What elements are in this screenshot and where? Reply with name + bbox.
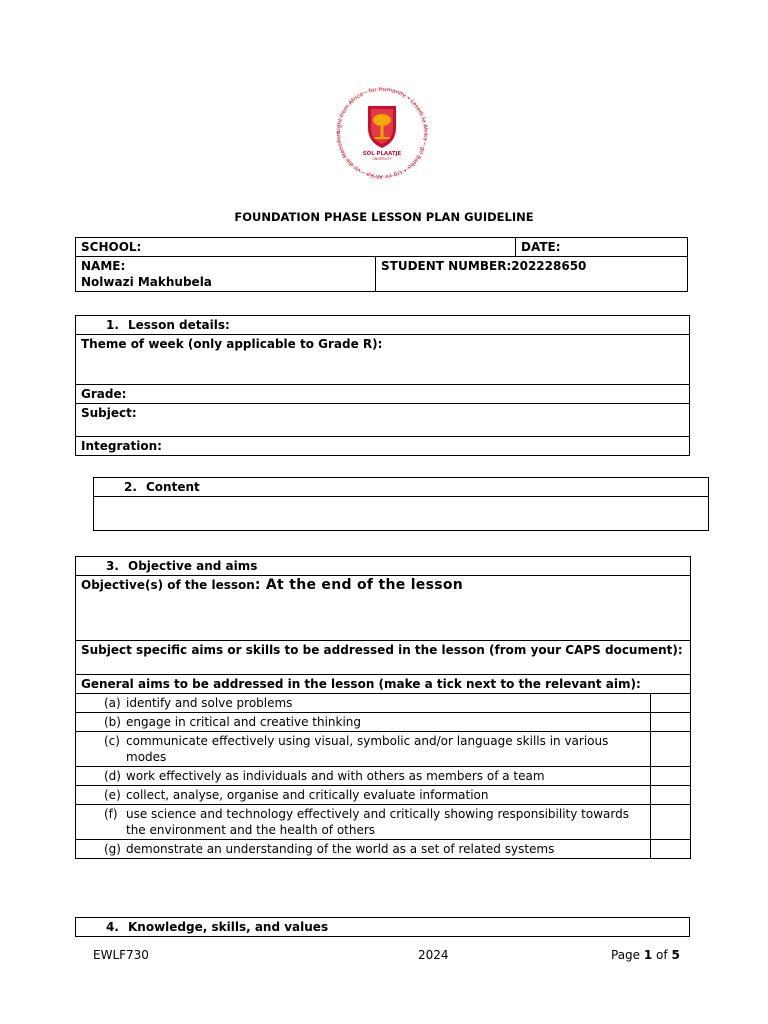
aim-tick-cell[interactable] <box>651 840 691 859</box>
date-field[interactable] <box>516 238 688 257</box>
university-logo <box>324 84 440 182</box>
aim-text: use science and technology effectively and critically showing responsibility towards the environment and the health of others <box>126 807 629 837</box>
aim-tick-cell[interactable] <box>651 767 691 786</box>
student-number: STUDENT NUMBER:202228650 <box>381 259 587 273</box>
aim-tick-cell[interactable] <box>651 805 691 840</box>
grade-label: Grade: <box>81 387 127 401</box>
logo-subname: UNIVERSITY <box>372 157 392 161</box>
grade-field[interactable] <box>76 385 690 404</box>
aim-text: engage in critical and creative thinking <box>126 715 362 729</box>
integration-label: Integration: <box>81 439 162 453</box>
aim-text: demonstrate an understanding of the world as a set of related systems <box>126 842 555 856</box>
objective-value: : At the end of the lesson <box>254 577 464 593</box>
aim-row <box>76 805 691 840</box>
general-aims-heading: General aims to be addressed in the lesson (make a tick next to the relevant aim): <box>76 675 691 694</box>
aim-row <box>76 786 691 805</box>
name-value: Nolwazi Makhubela <box>81 275 212 289</box>
integration-field[interactable] <box>76 437 690 456</box>
content-heading: 2. Content <box>94 478 709 497</box>
theme-label: Theme of week (only applicable to Grade R): <box>81 337 383 351</box>
aim-letter: (d) <box>104 769 121 783</box>
aim-letter: (b) <box>104 715 121 729</box>
lesson-details-table <box>75 315 690 456</box>
aim-text: identify and solve problems <box>126 696 293 710</box>
content-field[interactable] <box>94 497 709 531</box>
lesson-details-heading: 1. Lesson details: <box>76 316 690 335</box>
logo-ring-text: Light from Africa – for Humanity • Lesedi la Afrika – go Batho • Lig vir Afrika – vir die Mensdom <box>335 86 429 180</box>
footer-page-number: Page 1 of 5 <box>611 948 680 962</box>
objective-field[interactable] <box>76 576 691 641</box>
aim-letter: (a) <box>104 696 121 710</box>
subject-aims-field[interactable] <box>76 641 691 675</box>
knowledge-table <box>75 917 690 937</box>
footer-course-code: EWLF730 <box>93 948 149 962</box>
aim-tick-cell[interactable] <box>651 713 691 732</box>
objective-label: Objective(s) of the lesson <box>81 578 255 592</box>
aim-text: collect, analyse, organise and critically evaluate information <box>126 788 489 802</box>
objectives-heading: 3. Objective and aims <box>76 557 691 576</box>
subject-aims-label: Subject specific aims or skills to be addressed in the lesson (from your CAPS document): <box>81 643 683 657</box>
logo-seal <box>324 84 440 182</box>
aim-row <box>76 732 691 767</box>
name-label: NAME: <box>81 259 126 273</box>
theme-field[interactable] <box>76 335 690 385</box>
aim-tick-cell[interactable] <box>651 732 691 767</box>
aim-text: communicate effectively using visual, symbolic and/or language skills in various modes <box>126 734 609 764</box>
aim-letter: (f) <box>104 807 118 821</box>
name-field[interactable] <box>76 257 376 292</box>
logo-name: SOL PLAATJE <box>362 151 402 157</box>
objectives-table <box>75 556 691 859</box>
document-title: FOUNDATION PHASE LESSON PLAN GUIDELINE <box>234 210 534 224</box>
student-info-table <box>75 237 688 292</box>
aim-row <box>76 694 691 713</box>
aim-row <box>76 767 691 786</box>
aim-row <box>76 713 691 732</box>
school-field[interactable] <box>76 238 516 257</box>
aim-text: work effectively as individuals and with others as members of a team <box>126 769 545 783</box>
aim-tick-cell[interactable] <box>651 786 691 805</box>
aim-letter: (c) <box>104 734 120 748</box>
student-number-field[interactable] <box>376 257 688 292</box>
footer-year: 2024 <box>418 948 449 962</box>
aim-letter: (e) <box>104 788 121 802</box>
subject-label: Subject: <box>81 406 137 420</box>
aim-letter: (g) <box>104 842 121 856</box>
subject-field[interactable] <box>76 404 690 437</box>
aim-tick-cell[interactable] <box>651 694 691 713</box>
date-label: DATE: <box>521 240 561 254</box>
school-label: SCHOOL: <box>81 240 142 254</box>
aim-row <box>76 840 691 859</box>
knowledge-heading: 4. Knowledge, skills, and values <box>76 918 690 937</box>
content-table <box>93 477 709 531</box>
